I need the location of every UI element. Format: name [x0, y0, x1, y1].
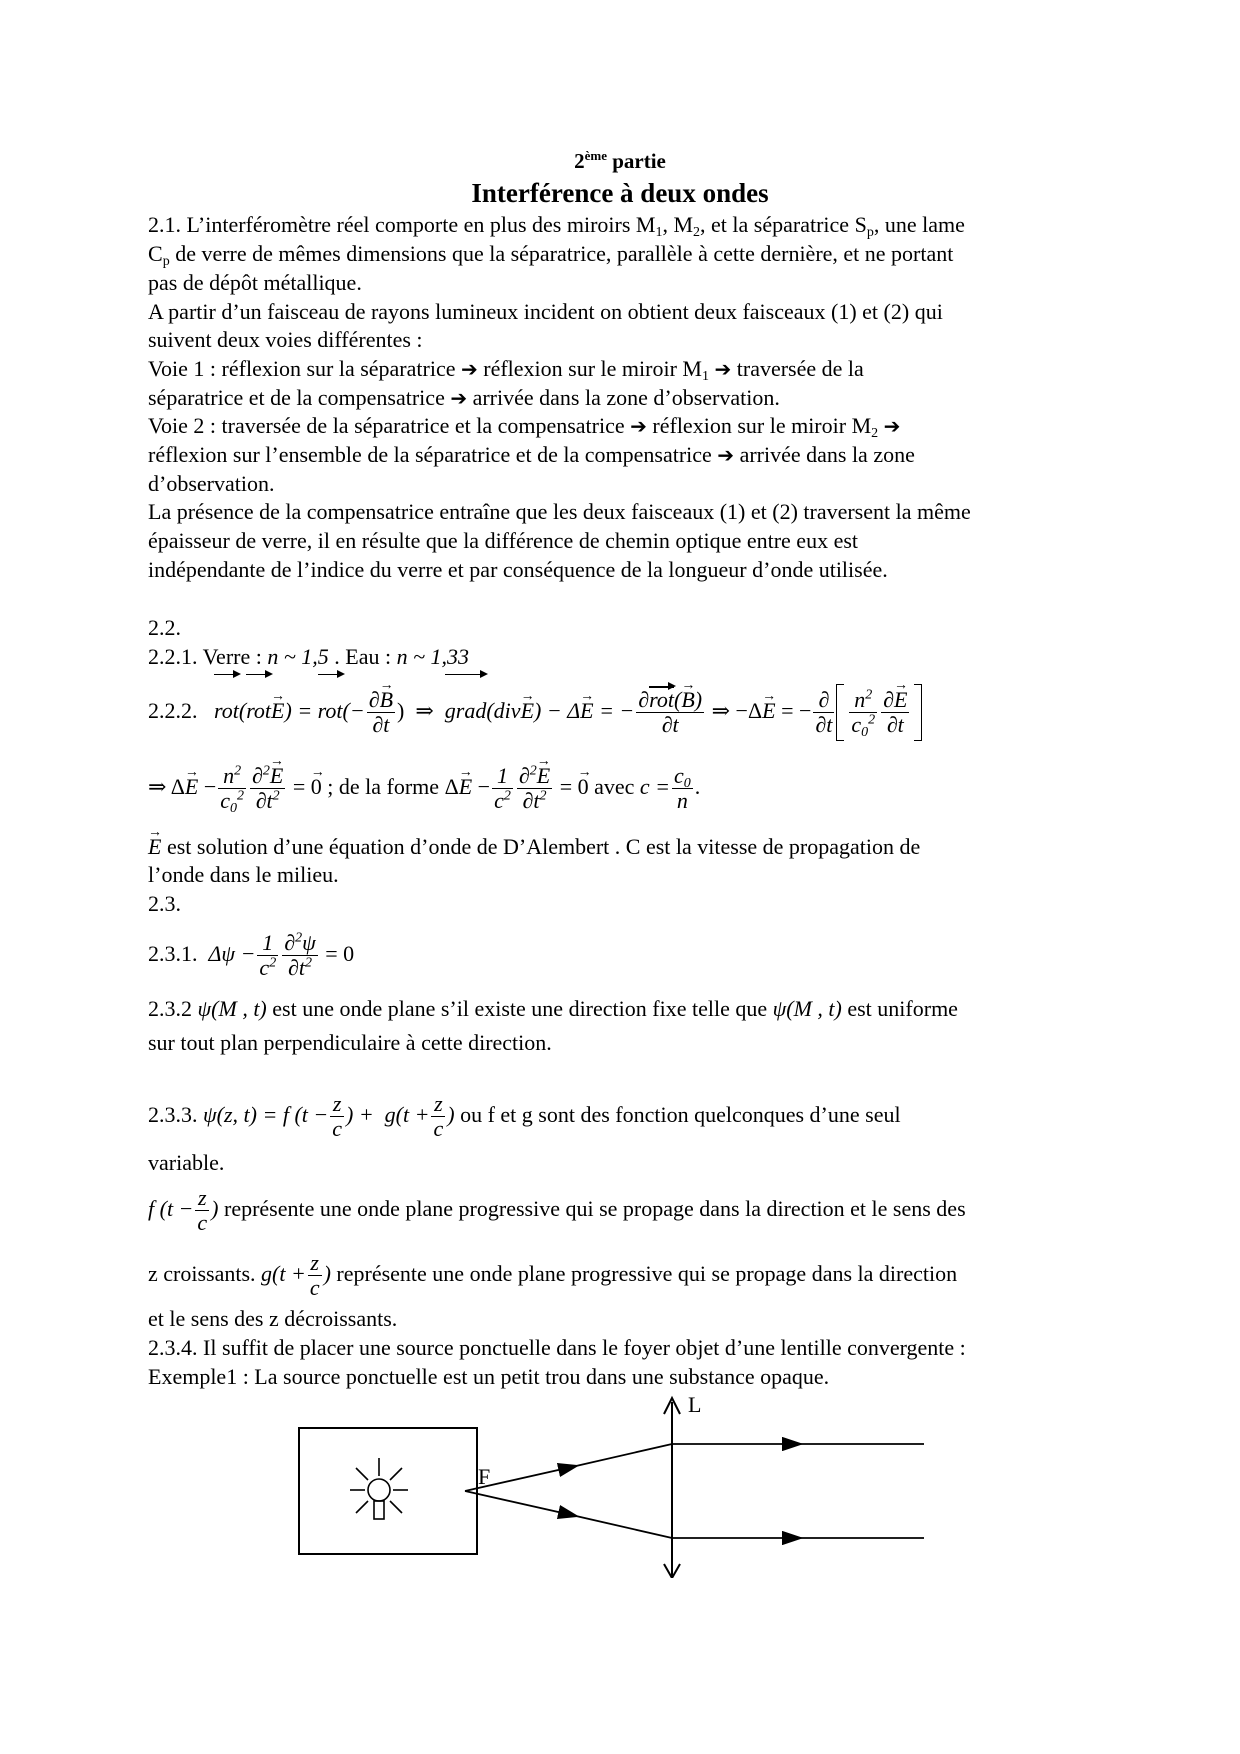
s222-text1: → E est solution d’une équation d’onde de D’Alembert . C est la vitesse de propagation de: [148, 834, 920, 860]
s21-line11: La présence de la compensatrice entraîne que les deux faisceaux (1) et (2) traversent la même: [148, 499, 971, 524]
s222-equation: 2.2.2. rot(rot→ E) = rot(− $\frac{\partial\to B}{\partial t}$ ) ⇒ grad(div→ E) − Δ→ E = − ∂rot(→ B) ∂t ⇒ −Δ→ E = − ∂ ∂t $\frac{n^2}{c_0^2}$ $\frac{\partial\to E}{\partial t}$: [148, 676, 922, 746]
arrow-icon: ➔: [450, 386, 468, 410]
s233-g-description-cont: et le sens des z décroissants.: [148, 1306, 398, 1331]
s21-voie1: Voie 1 : réflexion sur la séparatrice ➔ réflexion sur le miroir $M_1$ ➔ traversée de la: [148, 356, 864, 384]
lens-label: L: [688, 1392, 702, 1417]
s21-line4: A partir d’un faisceau de rayons lumineux incident on obtient deux faisceaux (1) et (2) qui: [148, 299, 943, 324]
s21-line1: 2.1. L’interféromètre réel comporte en plus des miroirs $M_1$, $M_2$, et la séparatrice $S_p$, une lame: [148, 212, 965, 240]
s232-line1: 2.3.2 ψ(M , t) est une onde plane s’il existe une direction fixe telle que ψ(M , t) est uniforme: [148, 996, 958, 1021]
opaque-box: [299, 1428, 477, 1554]
lens-collimation-diagram: [290, 1388, 930, 1578]
s21-line7: séparatrice et de la compensatrice ➔ arrivée dans la zone d’observation.: [148, 385, 780, 410]
s234-line1: 2.3.4. Il suffit de placer une source ponctuelle dans le foyer objet d’une lentille convergente :: [148, 1335, 966, 1360]
s21-line12: épaisseur de verre, il en résulte que la différence de chemin optique entre eux est: [148, 528, 859, 553]
s21-line5: suivent deux voies différentes :: [148, 327, 423, 352]
s21-line10: d’observation.: [148, 471, 275, 496]
s231-equation: 2.3.1. Δψ − $\frac{1}{c^2}$ $\frac{\partial^2\psi}{\partial t^2}$ = 0: [148, 930, 355, 981]
lamp-icon: [350, 1458, 408, 1519]
arrow-icon: ➔: [630, 414, 647, 438]
s233-f-description: f (t − $\frac{z}{c}$ ) représente une onde plane progressive qui se propage dans la direction et le sens des: [148, 1185, 966, 1236]
s22-title: 2.2.: [148, 615, 181, 640]
s222-wave-equation: ⇒ Δ→ E − $\frac{n^2}{c_0^2}$ $\frac{\partial^2\to E}{\partial t^2}$ = → 0 ; de la forme Δ→ E − $\frac{1}{c^2}$ $\frac{\partial^2\to E}{\partial t^2}$ = → 0 avec c = $\frac{c_0}{n}$ .: [148, 752, 700, 822]
arrow-icon: ➔: [717, 443, 735, 467]
s21-line2: $C_p$ de verre de mêmes dimensions que la séparatrice, parallèle à cette dernière, et ne portant: [148, 241, 954, 269]
s233-equation: 2.3.3. ψ(z, t) = f (t − $\frac{z}{c}$ ) + g(t + $\frac{z}{c}$ ) ou f et g sont des fonction quelconques d’une seul: [148, 1091, 901, 1142]
part-heading: 2ème partie: [574, 148, 666, 173]
arrow-icon: ➔: [883, 414, 901, 438]
s21-line3: pas de dépôt métallique.: [148, 270, 362, 295]
s21-voie2: Voie 2 : traversée de la séparatrice et la compensatrice ➔ réflexion sur le miroir $M_2$ ➔: [148, 413, 901, 441]
arrow-icon: ➔: [714, 357, 732, 381]
converging-lens-icon: [664, 1398, 680, 1578]
s233-variable: variable.: [148, 1150, 225, 1175]
s232-line2: sur tout plan perpendiculaire à cette direction.: [148, 1030, 552, 1055]
s222-text2: l’onde dans le milieu.: [148, 862, 339, 887]
s23-title: 2.3.: [148, 891, 181, 916]
s233-g-description: z croissants. g(t + $\frac{z}{c}$ ) représente une onde plane progressive qui se propage dans la direction: [148, 1250, 958, 1301]
page-title: Interférence à deux ondes: [471, 178, 769, 208]
s234-line2: Exemple1 : La source ponctuelle est un petit trou dans une substance opaque.: [148, 1364, 830, 1389]
s21-line13: indépendante de l’indice du verre et par conséquence de la longueur d’onde utilisée.: [148, 557, 888, 582]
focus-label: F: [478, 1464, 491, 1489]
arrow-icon: ➔: [460, 357, 478, 381]
ray-lower-arrow: [465, 1491, 576, 1516]
s21-line9: réflexion sur l’ensemble de la séparatrice et de la compensatrice ➔ arrivée dans la zone: [148, 442, 915, 467]
s221-line: 2.2.1. Verre : n ~ 1,5 . Eau : n ~ 1,33: [148, 644, 469, 669]
